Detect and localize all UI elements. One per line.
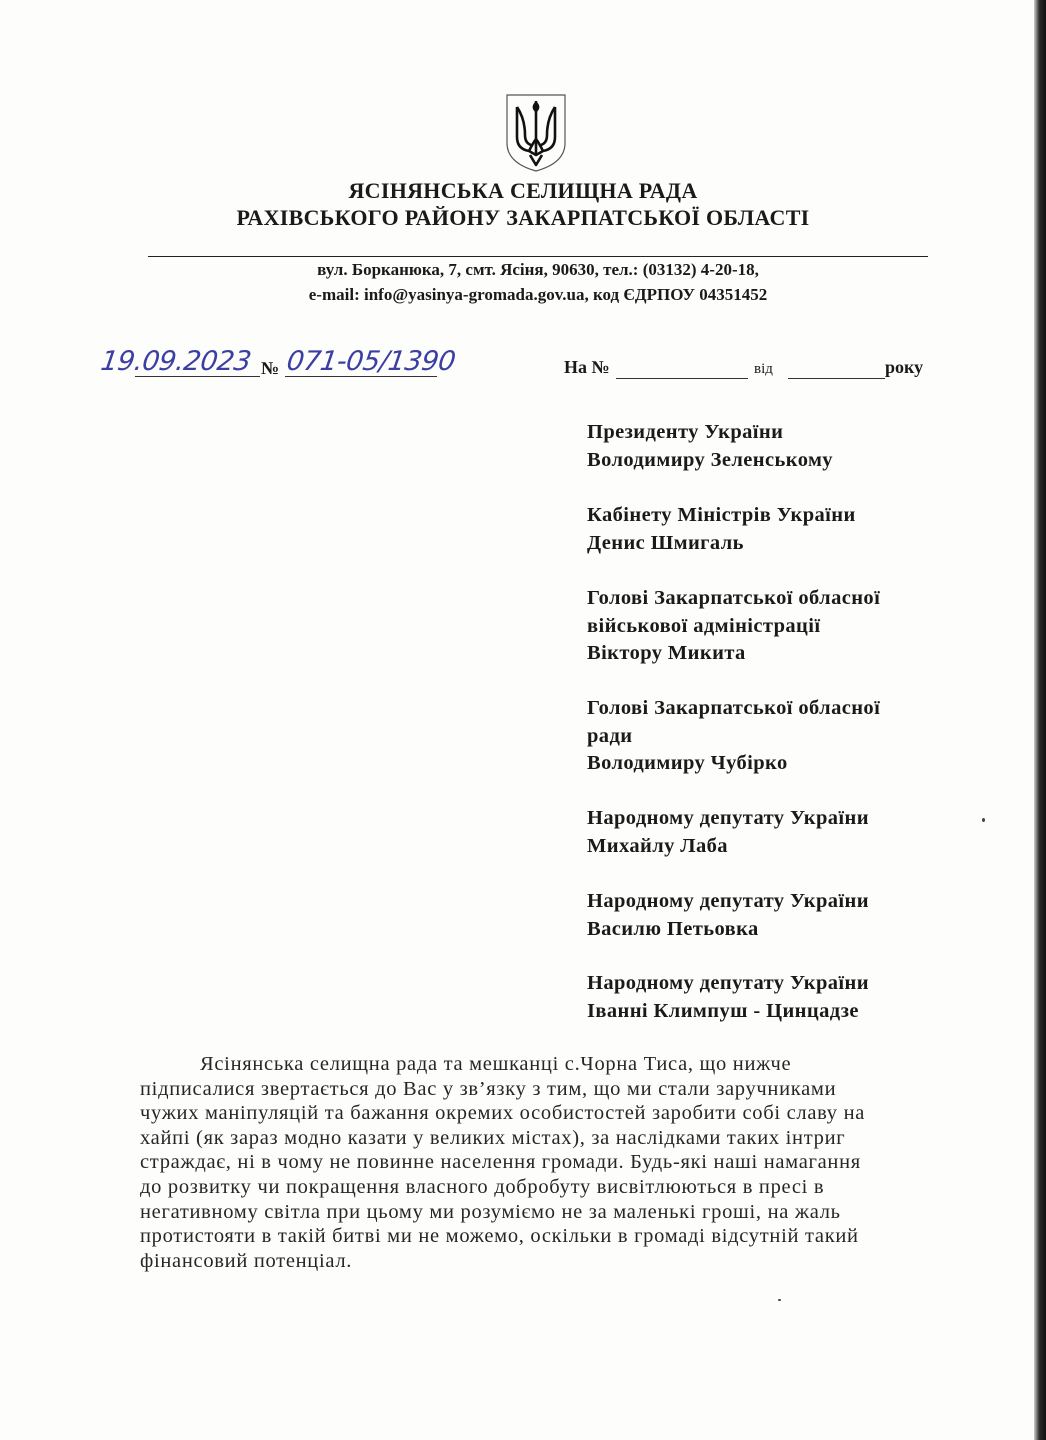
addressee-line: Іванні Климпуш - Цинцадзе <box>587 999 859 1022</box>
addressee-block <box>587 695 947 778</box>
addressee-block <box>587 888 947 943</box>
number-underline <box>285 376 437 377</box>
addressee-line: військової адміністрації <box>587 614 821 637</box>
scan-speck <box>778 1299 781 1301</box>
addressee-block <box>587 502 947 557</box>
addressee-line: Кабінету Міністрів України <box>587 504 856 526</box>
addressee-line: ради <box>587 724 633 747</box>
body-line: негативному світла при цьому ми розуміємо не за маленькі гроші, на жаль <box>140 1200 841 1223</box>
addressee-block <box>587 805 947 860</box>
letterhead-divider <box>148 256 928 257</box>
body-line: Ясінянська селищна рада та мешканці с.Чорна Тиса, що нижче <box>200 1053 792 1075</box>
addressee-block <box>587 585 947 668</box>
body-line: хайпі (як зараз модно казати у великих містах), за наслідками таких інтриг <box>140 1126 846 1149</box>
addressee-line: Народному депутату України <box>587 972 869 994</box>
body-line: до розвитку чи покращення власного добробуту висвітлюються в пресі в <box>140 1175 825 1198</box>
letter-body <box>140 1052 940 1273</box>
body-line: підписалися звертається до Вас у зв’язку з тим, що ми стали заручниками <box>140 1077 837 1100</box>
body-line: страждає, ні в чому не повинне населення громади. Будь-які наші намагання <box>140 1151 861 1174</box>
org-name-line-2: РАХІВСЬКОГО РАЙОНУ ЗАКАРПАТСЬКОЇ ОБЛАСТІ <box>236 205 810 230</box>
reply-number-blank <box>616 378 748 379</box>
addressee-line: Голові Закарпатської обласної <box>587 587 881 609</box>
reply-to-label: На № <box>564 357 610 377</box>
addressee-line: Народному депутату України <box>587 890 869 912</box>
addressee-line: Голові Закарпатської обласної <box>587 697 881 719</box>
year-label: року <box>885 357 924 377</box>
body-line: чужих маніпуляцій та бажання окремих особистостей заробити собі славу на <box>140 1102 866 1125</box>
from-label: від <box>754 361 773 377</box>
addressee-line: Михайлу Лаба <box>587 834 728 857</box>
trident-icon <box>505 93 567 173</box>
addressee-block <box>587 419 947 474</box>
addressee-line: Василю Петьовка <box>587 917 759 940</box>
addressee-line: Денис Шмигаль <box>587 531 744 554</box>
number-sign: № <box>261 358 280 378</box>
org-name-line-1: ЯСІНЯНСЬКА СЕЛИЩНА РАДА <box>348 178 698 203</box>
addressee-line: Народному депутату України <box>587 807 869 829</box>
date-underline <box>135 376 260 377</box>
reply-date-blank <box>788 378 885 379</box>
handwritten-outgoing-number: 071-05/1390 <box>284 346 458 377</box>
contact-address-line: вул. Борканюка, 7, смт. Ясіня, 90630, тел.: (03132) 4-20-18, <box>317 260 759 279</box>
addressee-line: Віктору Микита <box>587 642 746 664</box>
handwritten-date: 19.09.2023 <box>98 346 253 377</box>
addressee-line: Президенту України <box>587 421 784 443</box>
addressee-line: Володимиру Чубірко <box>587 752 788 774</box>
body-line: фінансовий потенціал. <box>140 1249 353 1272</box>
body-line: протистояти в такій битві ми не можемо, оскільки в громаді відсутній такий <box>140 1225 859 1248</box>
addressee-line: Володимиру Зеленському <box>587 448 833 471</box>
contact-email-line: e-mail: info@yasinya-gromada.gov.ua, код ЄДРПОУ 04351452 <box>308 285 768 304</box>
addressee-block <box>587 970 947 1025</box>
scan-speck <box>982 818 985 822</box>
